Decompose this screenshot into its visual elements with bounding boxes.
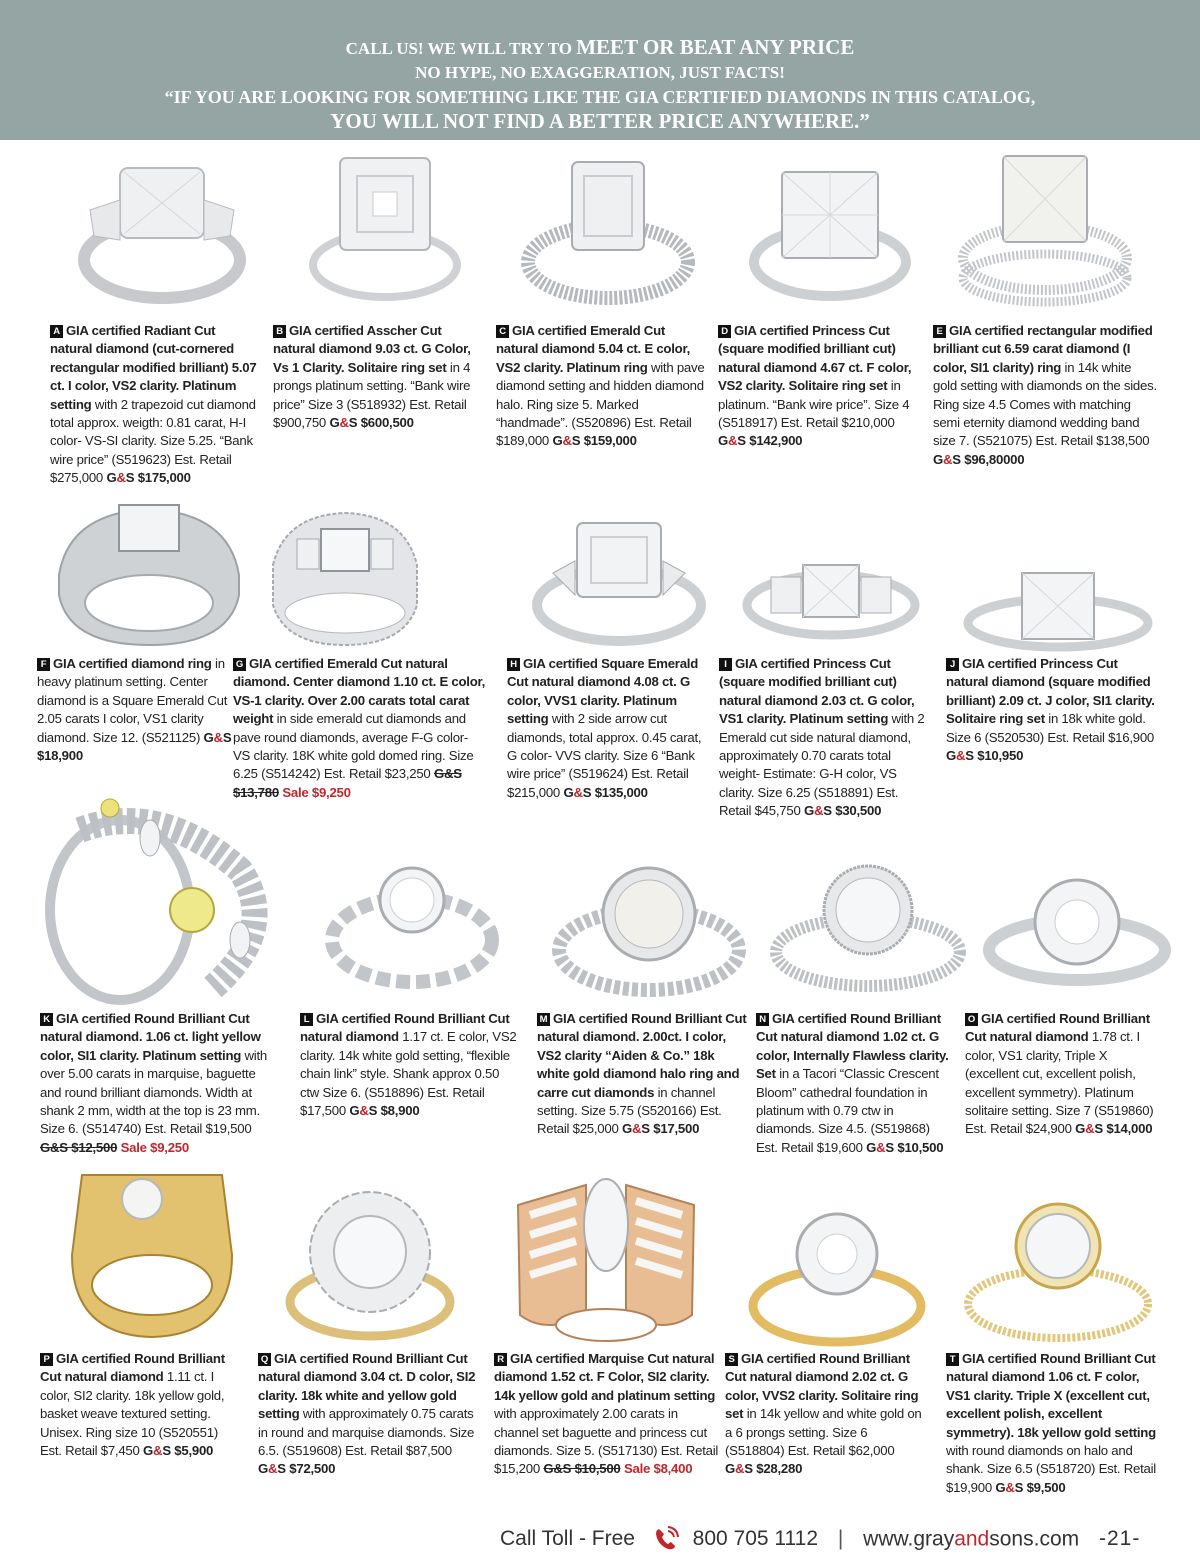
ring-photo[interactable] — [537, 860, 761, 1010]
our-price: G&S $10,500 — [866, 1139, 944, 1155]
item-letter-badge: H — [507, 658, 520, 671]
our-price: G&S $9,500 — [995, 1479, 1066, 1495]
our-price: G&S $96,80000 — [933, 451, 1025, 467]
item-letter-badge: O — [965, 1013, 978, 1026]
product-description — [537, 1010, 747, 1139]
retail-price: Est. Retail $138,500 — [1035, 433, 1150, 449]
item-letter-badge: R — [494, 1353, 507, 1366]
ring-photo[interactable] — [40, 1165, 264, 1345]
item-letter-badge: G — [233, 658, 246, 671]
product-title: GIA certified Asscher Cut natural diamond 9.03 ct. G Color, Vs 1 Clarity. Solitaire ring set — [273, 323, 471, 375]
product-details: with 2 trapezoid cut diamond total approx. weigth: 0.81 carat, H-I color- VS-SI clarity. Size 5.25. “Bank wire price” (S519623) — [50, 396, 256, 467]
product-details: in side emerald cut diamonds and pave round diamonds, average F-G color- VS clarity. 18K white gold domed ring. Size 6.25 (S514242) Est. Retail $23,250 — [233, 711, 474, 782]
ring-photo[interactable] — [496, 150, 720, 310]
product-title: GIA certified Princess Cut natural diamond (square modified brilliant) 2.09 ct. J color, SI1 clarity. Solitaire ring set — [946, 656, 1155, 727]
item-letter-badge: S — [725, 1353, 738, 1366]
ring-photo[interactable] — [965, 860, 1189, 1010]
product-description — [37, 655, 232, 765]
ring-photo[interactable] — [725, 1210, 949, 1350]
retail-price: Est. Retail $900,750 — [273, 396, 467, 431]
product-details: in 18k white gold. Size 6 (S520530) — [946, 711, 1146, 745]
retail-price: Est. Retail $19,900 — [946, 1461, 1156, 1495]
product-description — [496, 322, 706, 451]
item-letter-badge: T — [946, 1353, 959, 1366]
product-details: in platinum. “Bank wire price”. Size 4 (S518917) — [718, 378, 910, 431]
product-title: GIA certified Round Brilliant Cut natural diamond — [300, 1011, 510, 1045]
ring-photo[interactable] — [300, 860, 524, 1010]
retail-price: Est. Retail $275,000 — [50, 451, 232, 486]
page-number: -21- — [1098, 1527, 1141, 1550]
item-letter-badge: N — [756, 1013, 769, 1026]
old-price: G&S $12,500 — [40, 1139, 118, 1155]
item-letter-badge: P — [40, 1353, 53, 1366]
product-title: GIA certified Round Brilliant Cut natural diamond 2.02 ct. G color, VVS2 clarity. Solitaire ring set — [725, 1351, 919, 1422]
product-details: 1.78 ct. I color, VS1 clarity, Triple X (excellent cut, excellent polish, excellent symmetry). Platinum solitaire setting. Size 7 (S519860) Est. Retail $24,900 — [965, 1029, 1154, 1137]
website-link[interactable]: www.grayandsons.com — [863, 1527, 1080, 1551]
our-price: G&S $5,900 — [143, 1443, 214, 1459]
our-price: G&S $142,900 — [718, 433, 803, 449]
our-price: G&S $135,000 — [563, 784, 648, 800]
product-description — [50, 322, 260, 488]
our-price: G&S $8,900 — [349, 1103, 420, 1119]
retail-price: Est. Retail $87,500 — [345, 1443, 452, 1459]
our-price: G&S $14,000 — [1075, 1121, 1153, 1137]
our-price: G&S $28,280 — [725, 1461, 803, 1477]
product-title: GIA certified Round Brilliant Cut natural diamond — [965, 1011, 1150, 1045]
product-description — [507, 655, 707, 802]
retail-price: Est. Retail $19,600 — [756, 1139, 863, 1155]
ring-photo[interactable] — [258, 1190, 482, 1350]
item-letter-badge: I — [719, 658, 732, 671]
product-details: with over 5.00 carats in marquise, baguette and round brilliant diamonds. Width at shank 2 mm, width at the top is 23 mm. Size 6. (S514740) Est. Retail $19,500 — [40, 1047, 267, 1137]
call-toll-free-text: Call Toll - Free — [500, 1527, 635, 1550]
product-details: 1.11 ct. I color, SI2 clarity. 18k yellow gold, basket weave textured setting. Unisex. Ring size 10 (S520551) — [40, 1369, 225, 1440]
sale-price: Sale $9,250 — [120, 1139, 189, 1155]
banner-line-4: YOU WILL NOT FIND A BETTER PRICE ANYWHERE.” — [330, 109, 870, 133]
product-description — [965, 1010, 1155, 1139]
item-letter-badge: L — [300, 1013, 313, 1026]
ring-photo[interactable] — [507, 495, 731, 655]
item-letter-badge: A — [50, 325, 63, 338]
product-title: GIA certified Princess Cut (square modified brilliant cut) natural diamond 4.67 ct. F color, VS2 clarity. Solitaire ring set — [718, 323, 912, 394]
product-title: GIA certified Round Brilliant Cut natural diamond 1.06 ct. F color, VS1 clarity. Triple X (excellent cut, excellent polish, excellent symmetry). 18k yellow gold setting — [946, 1351, 1156, 1440]
promo-banner — [0, 0, 1200, 140]
product-description — [300, 1010, 520, 1120]
ring-photo[interactable] — [40, 790, 264, 1010]
item-letter-badge: J — [946, 658, 959, 671]
product-details: with 2 Emerald cut side natural diamond, approximately 0.70 carats total weight- Estimate: G-H color, VS clarity. Size 6.25 (S518891) — [719, 711, 925, 800]
retail-price: Est. Retail $189,000 — [496, 415, 692, 449]
our-price: G&S $72,500 — [258, 1461, 336, 1477]
product-details: with pave diamond setting and hidden diamond halo. Ring size 5. Marked “handmade”. (S520896) — [496, 359, 705, 431]
ring-photo[interactable] — [494, 1165, 718, 1350]
ring-photo[interactable] — [233, 495, 457, 655]
sale-price: Sale $9,250 — [282, 784, 351, 800]
product-description — [273, 322, 485, 432]
product-details: 1.17 ct. E color, VS2 clarity. 14k white gold setting, “flexible chain link” style. Shank approx 0.50 ctw Size 6. (S518896) — [300, 1029, 517, 1100]
product-description — [933, 322, 1158, 469]
sale-price: Sale $8,400 — [623, 1461, 693, 1477]
ring-photo[interactable] — [273, 150, 497, 310]
item-letter-badge: B — [273, 325, 286, 338]
product-details: with approximately 0.75 carats in round and marquise diamonds. Size 6.5. (S519608) — [258, 1406, 475, 1459]
product-title: GIA certified Princess Cut (square modified brilliant cut) natural diamond 2.03 ct. G color, VS1 clarity. Platinum setting — [719, 656, 915, 727]
banner-line-2: NO HYPE, NO EXAGGERATION, JUST FACTS! — [415, 63, 785, 82]
product-details: in channel setting. Size 5.75 (S520166) — [537, 1084, 716, 1119]
our-price: G&S $175,000 — [106, 470, 191, 486]
product-description — [233, 655, 488, 802]
retail-price: Est. Retail $210,000 — [780, 415, 895, 431]
ring-photo[interactable] — [933, 150, 1157, 310]
product-description — [40, 1350, 240, 1460]
item-letter-badge: E — [933, 325, 946, 338]
phone-number[interactable]: 800 705 1112 — [692, 1527, 819, 1550]
product-description — [946, 655, 1161, 765]
old-price: G&S $10,500 — [543, 1461, 621, 1477]
product-details: in 14k white gold setting with diamonds on the sides. Ring size 4.5 Comes with matching semi eternity diamond wedding band size 7. (S521075) — [933, 359, 1157, 449]
our-price: G&S $18,900 — [37, 729, 232, 764]
banner-meet-beat: MEET OR BEAT ANY PRICE — [576, 35, 855, 59]
product-description — [756, 1010, 954, 1157]
our-price: G&S $30,500 — [803, 803, 882, 819]
product-details: with 2 side arrow cut diamonds, total approx. 0.45 carat, G color- VVS clarity. Size 6 “Bank wire price” (S519624) Est. Retail $215,000 — [507, 711, 702, 800]
product-title: GIA certified Emerald Cut natural diamond. Center diamond 1.10 ct. E color, VS-1 clarity. Over 2.00 carats total carat weight — [233, 656, 486, 727]
banner-line-1 — [0, 36, 1200, 60]
page-footer — [500, 1526, 1190, 1558]
product-title: GIA certified Emerald Cut natural diamond 5.04 ct. E color, VS2 clarity. Platinum ring — [496, 323, 691, 375]
product-details: in 4 prongs platinum setting. “Bank wire price” Size 3 (S518932) — [273, 359, 471, 412]
ring-photo[interactable] — [718, 150, 942, 310]
old-price: G&S $13,780 — [233, 766, 462, 800]
product-description — [494, 1350, 719, 1479]
retail-price: Est. Retail $45,750 — [719, 784, 899, 819]
ring-photo[interactable] — [946, 495, 1170, 655]
product-title: GIA certified Radiant Cut natural diamond (cut-cornered rectangular modified brilliant) 5.07 ct. I color, VS2 clarity. Platinum setting — [50, 323, 257, 412]
product-details: in 14k yellow and white gold on a 6 prongs setting. Size 6 (S518804) Est. Retail $62,000 — [725, 1406, 922, 1459]
phone-icon[interactable] — [653, 1526, 679, 1552]
ring-photo[interactable] — [37, 495, 261, 655]
retail-price: Est. Retail $25,000 — [537, 1103, 722, 1137]
product-title: GIA certified diamond ring — [53, 656, 212, 671]
item-letter-badge: K — [40, 1013, 53, 1026]
our-price: G&S $159,000 — [552, 433, 637, 449]
product-title: GIA certified Marquise Cut natural diamond 1.52 ct. F Color, SI2 clarity. 14k yellow gold and platinum setting — [494, 1351, 716, 1403]
product-details: in heavy platinum setting. Center diamond is a Square Emerald Cut 2.05 carats I color, VS1 clarity diamond. Size 12. (S521125) — [37, 656, 228, 745]
product-description — [719, 655, 929, 821]
product-title: GIA certified Round Brilliant Cut natural diamond. 2.00ct. I color, VS2 clarity “Aiden & Co.” 18k white gold diamond halo ring and carre cut diamonds — [537, 1011, 747, 1100]
retail-price: Est. Retail $16,900 — [1047, 729, 1155, 745]
product-description — [258, 1350, 483, 1479]
item-letter-badge: M — [537, 1013, 550, 1026]
ring-photo[interactable] — [946, 1200, 1170, 1350]
product-title: GIA certified Round Brilliant Cut natural diamond 1.02 ct. G color, Internally Flawless clarity. Set — [756, 1011, 949, 1082]
product-description — [40, 1010, 280, 1157]
product-title: GIA certified Round Brilliant Cut natural diamond. 1.06 ct. light yellow color, SI1 clarity. Platinum setting — [40, 1011, 261, 1063]
ring-photo[interactable] — [50, 150, 274, 310]
product-title: GIA certified Round Brilliant Cut natural diamond — [40, 1351, 225, 1385]
ring-photo[interactable] — [719, 495, 943, 655]
item-letter-badge: C — [496, 325, 509, 338]
footer-separator: | — [837, 1527, 844, 1550]
product-description — [725, 1350, 925, 1479]
product-description — [718, 322, 923, 451]
product-title: GIA certified Square Emerald Cut natural diamond 4.08 ct. G color, VVS1 clarity. Platinum setting — [507, 656, 698, 727]
our-price: G&S $10,950 — [946, 748, 1024, 764]
banner-line-3: “IF YOU ARE LOOKING FOR SOMETHING LIKE THE GIA CERTIFIED DIAMONDS IN THIS CATALOG, — [164, 87, 1036, 107]
product-title: GIA certified Round Brilliant Cut natural diamond 3.04 ct. D color, SI2 clarity. 18k white and yellow gold setting — [258, 1351, 476, 1422]
product-description — [946, 1350, 1166, 1497]
item-letter-badge: Q — [258, 1353, 271, 1366]
our-price: G&S $600,500 — [329, 415, 414, 431]
banner-call-text: CALL US! WE WILL TRY TO — [345, 39, 577, 58]
product-details: with approximately 2.00 carats in channel set baguette and princess cut diamonds. Size 5. (S517130) Est. Retail $15,200 — [494, 1406, 719, 1477]
retail-price: Est. Retail $17,500 — [300, 1084, 485, 1119]
our-price: G&S $17,500 — [621, 1121, 700, 1137]
product-details: in a Tacori “Classic Crescent Bloom” cathedral foundation in platinum with 0.79 ctw in diamonds. Size 4.5. (S519868) — [756, 1066, 939, 1137]
retail-price: Est. Retail $7,450 — [40, 1443, 140, 1459]
ring-photo[interactable] — [756, 860, 980, 1010]
product-title: GIA certified rectangular modified brilliant cut 6.59 carat diamond (I color, SI1 clarity) ring — [933, 323, 1153, 375]
product-details: with round diamonds on halo and shank. Size 6.5 (S518720) — [946, 1443, 1133, 1477]
item-letter-badge: D — [718, 325, 731, 338]
item-letter-badge: F — [37, 658, 50, 671]
